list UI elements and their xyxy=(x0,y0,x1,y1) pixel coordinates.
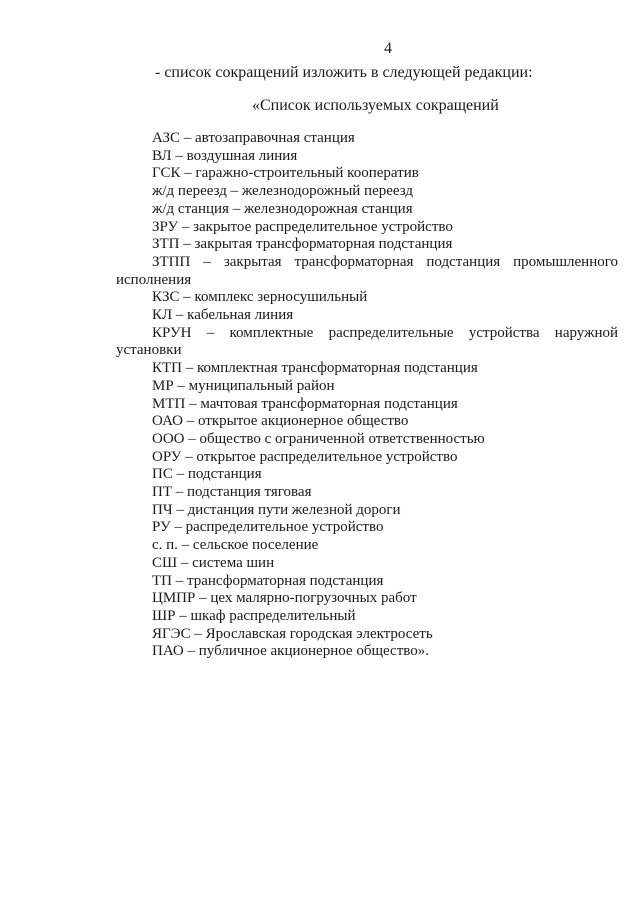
abbreviation-line: ООО – общество с ограниченной ответственностью xyxy=(152,430,485,447)
abbreviation-line: ТП – трансформаторная подстанция xyxy=(152,572,384,589)
abbreviation-item xyxy=(116,289,618,307)
abbreviation-item xyxy=(116,573,618,591)
abbreviation-item xyxy=(116,502,618,520)
abbreviation-line: ЗТП – закрытая трансформаторная подстанция xyxy=(152,236,453,253)
abbreviation-item xyxy=(116,643,618,661)
abbreviation-line: КЗС – комплекс зерносушильный xyxy=(152,289,368,306)
abbreviation-line: ПЧ – дистанция пути железной дороги xyxy=(152,501,401,518)
abbreviation-line: ж/д переезд – железнодорожный переезд xyxy=(152,183,414,200)
abbreviation-line: с. п. – сельское поселение xyxy=(152,537,319,554)
abbreviation-item xyxy=(116,449,618,467)
abbreviation-item xyxy=(116,236,618,254)
abbreviation-item xyxy=(116,396,618,414)
abbreviation-line: ОАО – открытое акционерное общество xyxy=(152,413,409,430)
abbreviation-line: РУ – распределительное устройство xyxy=(152,519,384,536)
abbreviation-continuation: исполнения xyxy=(116,271,192,288)
abbreviation-item xyxy=(116,325,618,360)
abbreviation-line: ЦМПР – цех малярно-погрузочных работ xyxy=(152,590,417,607)
abbreviation-line: ПС – подстанция xyxy=(152,466,262,483)
abbreviation-item xyxy=(116,378,618,396)
abbreviation-item xyxy=(116,519,618,537)
abbreviation-line: КТП – комплектная трансформаторная подстанция xyxy=(152,360,478,377)
abbreviation-line: ВЛ – воздушная линия xyxy=(152,147,298,164)
abbreviation-line: ОРУ – открытое распределительное устройство xyxy=(152,448,458,465)
abbreviation-line: ЗРУ – закрытое распределительное устройство xyxy=(152,218,453,235)
abbreviation-item xyxy=(116,219,618,237)
abbreviation-item xyxy=(116,201,618,219)
abbreviation-item xyxy=(116,165,618,183)
abbreviation-line: МР – муниципальный район xyxy=(152,377,335,394)
abbreviation-item xyxy=(116,360,618,378)
abbreviation-line: ПАО – публичное акционерное общество». xyxy=(152,643,429,660)
list-heading: «Список используемых сокращений xyxy=(252,97,499,114)
abbreviation-line: КЛ – кабельная линия xyxy=(152,307,294,324)
abbreviation-item xyxy=(116,608,618,626)
abbreviation-item xyxy=(116,413,618,431)
abbreviation-item xyxy=(116,148,618,166)
abbreviation-line: ШР – шкаф распределительный xyxy=(152,607,356,624)
abbreviation-item xyxy=(116,537,618,555)
abbreviation-list xyxy=(116,130,618,661)
abbreviation-line: СШ – система шин xyxy=(152,554,275,571)
abbreviation-item xyxy=(116,555,618,573)
page-number: 4 xyxy=(384,40,392,57)
abbreviation-line: АЗС – автозаправочная станция xyxy=(152,130,355,146)
abbreviation-line: ЗТПП – закрытая трансформаторная подстанция промышленного xyxy=(152,253,618,270)
abbreviation-item xyxy=(116,466,618,484)
abbreviation-line: ЯГЭС – Ярославская городская электросеть xyxy=(152,625,433,642)
abbreviation-item xyxy=(116,254,618,289)
abbreviation-continuation: установки xyxy=(116,342,182,359)
abbreviation-line: ГСК – гаражно-строительный кооператив xyxy=(152,165,419,182)
abbreviation-line: КРУН – комплектные распределительные устройства наружной xyxy=(152,324,618,341)
abbreviation-item xyxy=(116,484,618,502)
intro-text: - список сокращений изложить в следующей редакции: xyxy=(155,64,533,81)
abbreviation-item xyxy=(116,431,618,449)
abbreviation-item xyxy=(116,130,618,148)
abbreviation-item xyxy=(116,626,618,644)
abbreviation-item xyxy=(116,183,618,201)
abbreviation-item xyxy=(116,590,618,608)
abbreviation-line: ж/д станция – железнодорожная станция xyxy=(152,200,413,217)
abbreviation-line: МТП – мачтовая трансформаторная подстанция xyxy=(152,395,458,412)
abbreviation-item xyxy=(116,307,618,325)
abbreviation-line: ПТ – подстанция тяговая xyxy=(152,484,312,501)
